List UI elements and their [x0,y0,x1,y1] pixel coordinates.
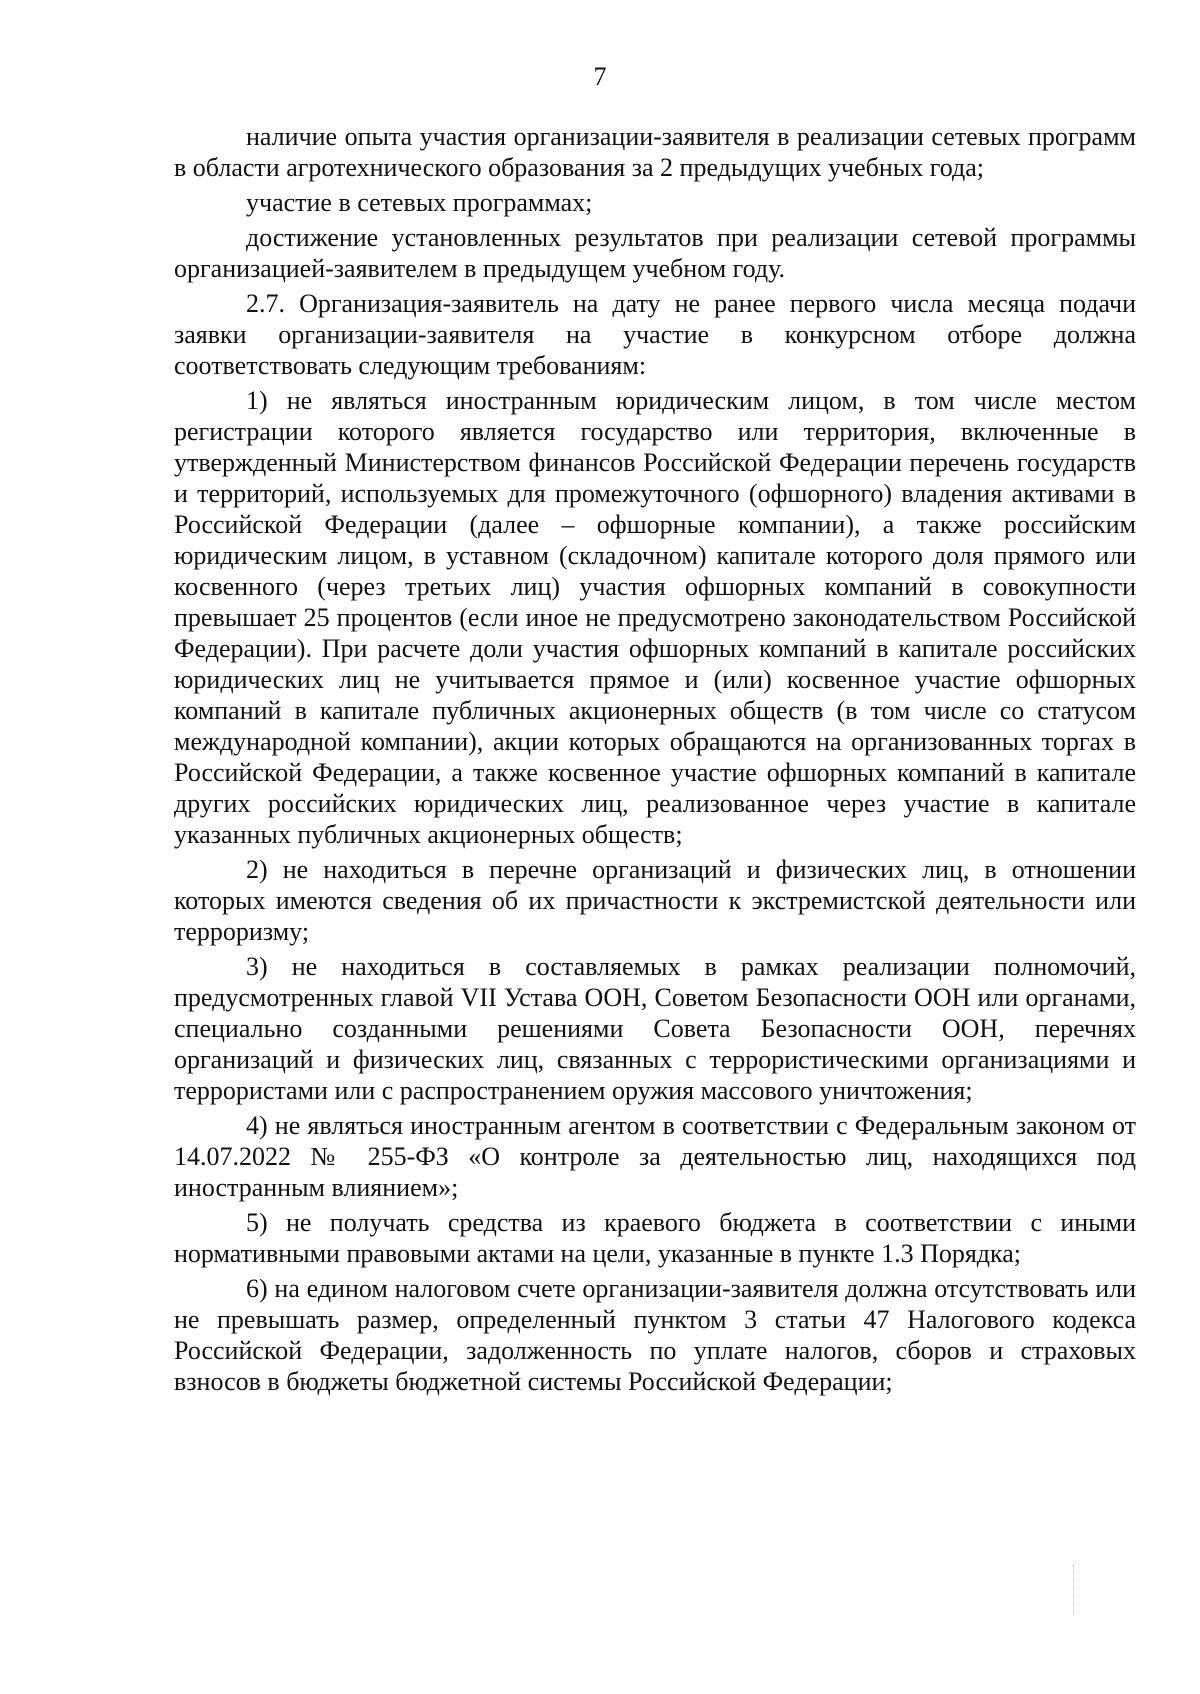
paragraph-network-experience: наличие опыта участия организации-заявителя в реализации сетевых программ в области агротехнического образования за 2 предыдущих учебных года; [174,122,1136,182]
document-body [174,121,1136,1397]
paragraph-results-achievement: достижение установленных результатов при реализации сетевой программы организацией-заявителем в предыдущем учебном году. [174,223,1136,283]
paragraph-requirement-2: 2) не находиться в перечне организаций и физических лиц, в отношении которых имеются сведения об их причастности к экстремистской деятельности или терроризму; [174,855,1136,946]
paragraph-requirement-1: 1) не являться иностранным юридическим лицом, в том числе местом регистрации которого является государство или территория, включенные в утвержденный Министерством финансов Российской Федерации перечень государств и территорий, используемых для промежуточного (офшорного) владения активами в Российской Федерации (далее – офшорные компании), а также российским юридическим лицом, в уставном (складочном) капитале которого доля прямого или косвенного (через третьих лиц) участия офшорных компаний в совокупности превышает 25 процентов (если иное не предусмотрено законодательством Российской Федерации). При расчете доли участия офшорных компаний в капитале российских юридических лиц не учитывается прямое и (или) косвенное участие офшорных компаний в капитале публичных акционерных обществ (в том числе со статусом международной компании), акции которых обращаются на организованных торгах в Российской Федерации, а также косвенное участие офшорных компаний в капитале других российских юридических лиц, реализованное через участие в капитале указанных публичных акционерных обществ; [174,386,1136,849]
paragraph-network-participation: участие в сетевых программах; [246,188,593,217]
paragraph-requirement-4: 4) не являться иностранным агентом в соответствии с Федеральным законом от 14.07.2022 № 255-ФЗ «О контроле за деятельностью лиц, находящихся под иностранным влиянием»; [174,1111,1136,1202]
paragraph-requirement-3: 3) не находиться в составляемых в рамках реализации полномочий, предусмотренных главой VII Устава ООН, Советом Безопасности ООН или органами, специально созданными решениями Совета Безопасности ООН, перечнях организаций и физических лиц, связанных с террористическими организациями и террористами или с распространением оружия массового уничтожения; [174,952,1136,1105]
paragraph-requirement-5: 5) не получать средства из краевого бюджета в соответствии с иными нормативными правовыми актами на цели, указанные в пункте 1.3 Порядка; [174,1208,1136,1268]
paragraph-requirement-6: 6) на едином налоговом счете организации-заявителя должна отсутствовать или не превышать размер, определенный пунктом 3 статьи 47 Налогового кодекса Российской Федерации, задолженность по уплате налогов, сборов и страховых взносов в бюджеты бюджетной системы Российской Федерации; [174,1274,1136,1396]
page-number: 7 [593,62,607,91]
paragraph-section-2-7: 2.7. Организация-заявитель на дату не ранее первого числа месяца подачи заявки организации-заявителя на участие в конкурсном отборе должна соответствовать следующим требованиям: [174,289,1136,380]
scan-artifact [1073,1565,1076,1615]
